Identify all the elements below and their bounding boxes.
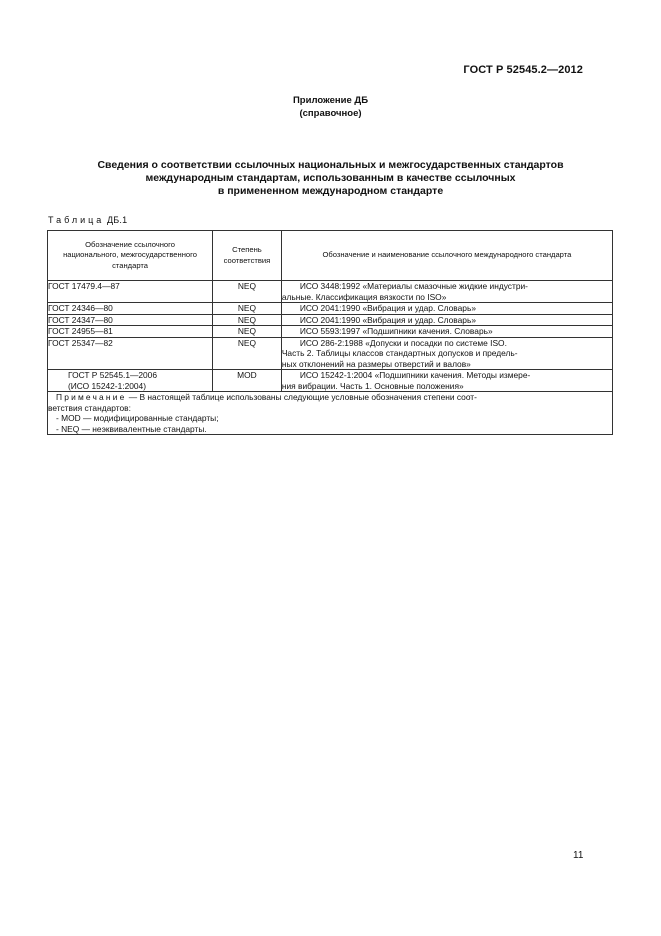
header-iso: Обозначение и наименование ссылочного международного стандарта (281, 231, 612, 281)
section-title (30, 159, 631, 198)
title-line-3: в примененном международном стандарте (217, 185, 444, 197)
table-caption-id: ДБ.1 (107, 215, 128, 225)
note-text-continued: ветствия стандартов: (48, 402, 131, 413)
iso-line: ных отклонений на размеры отверстий и валов» (281, 358, 471, 369)
iso-line: ИСО 286-2:1988 «Допуски и посадки по системе ISO. (299, 337, 507, 348)
gost-designation-secondary: (ИСО 15242-1:2004) (68, 380, 146, 391)
gost-designation: ГОСТ 24346—80 (48, 303, 113, 313)
cell-gost (48, 281, 213, 303)
cell-iso (281, 314, 612, 326)
header-gost-line-1: Обозначение ссылочного (85, 239, 175, 249)
cell-iso (281, 326, 612, 338)
header-degree-line-2: соответствия (223, 255, 271, 265)
table-caption (48, 215, 127, 225)
appendix-subtitle: (справочное) (299, 108, 362, 119)
cell-degree: MOD (213, 370, 282, 392)
iso-line: ИСО 3448:1992 «Материалы смазочные жидкие индустри- (299, 281, 528, 291)
table-row (48, 303, 613, 315)
iso-line: ИСО 2041:1990 «Вибрация и удар. Словарь» (299, 314, 476, 325)
note-label: Примечание (56, 392, 127, 402)
appendix-title: Приложение ДБ (292, 95, 369, 106)
iso-line: ния вибрации. Часть 1. Основные положения» (281, 380, 464, 391)
cell-gost (48, 337, 213, 370)
document-code: ГОСТ Р 52545.2—2012 (463, 64, 583, 76)
iso-line: ИСО 2041:1990 «Вибрация и удар. Словарь» (299, 303, 476, 313)
cell-degree: NEQ (213, 281, 282, 303)
iso-line: Часть 2. Таблицы классов стандартных допусков и предель- (281, 348, 518, 358)
page-number: 11 (573, 850, 584, 861)
header-degree (213, 231, 282, 281)
header-gost (48, 231, 213, 281)
table-header-row (48, 231, 613, 281)
table-caption-prefix: Таблица (48, 215, 105, 225)
gost-designation: ГОСТ Р 52545.1—2006 (68, 370, 157, 380)
cell-degree: NEQ (213, 303, 282, 315)
cell-iso (281, 281, 612, 303)
cell-gost (48, 314, 213, 326)
iso-line: ИСО 5593:1997 «Подшипники качения. Словарь» (299, 326, 493, 336)
iso-line: альные. Классификация вязкости по ISO» (281, 291, 447, 302)
table-note-row (48, 392, 613, 435)
table-row (48, 314, 613, 326)
iso-line: ИСО 15242-1:2004 «Подшипники качения. Методы измере- (299, 370, 531, 380)
cell-degree: NEQ (213, 326, 282, 338)
title-line-2: международным стандартам, использованным в качестве ссылочных (145, 172, 516, 184)
gost-designation: ГОСТ 17479.4—87 (48, 281, 120, 291)
note-item-mod: - MOD — модифицированные стандарты; (56, 413, 219, 423)
header-gost-line-2: национального, межгосударственного (63, 250, 197, 260)
table-row (48, 337, 613, 370)
table-row (48, 281, 613, 303)
note-text: — В настоящей таблице использованы следующие условные обозначения степени соот- (126, 392, 477, 402)
title-line-1: Сведения о соответствии ссылочных национальных и межгосударственных стандартов (97, 159, 564, 171)
gost-designation: ГОСТ 24955—81 (48, 326, 113, 336)
table-row (48, 370, 613, 392)
cell-iso (281, 370, 612, 392)
cell-gost (48, 303, 213, 315)
cell-degree: NEQ (213, 337, 282, 370)
header-degree-line-1: Степень (232, 245, 262, 254)
gost-designation: ГОСТ 24347—80 (48, 314, 113, 325)
cell-gost (48, 370, 213, 392)
header-gost-line-3: стандарта (112, 260, 148, 270)
gost-designation: ГОСТ 25347—82 (48, 337, 113, 348)
table-note (48, 392, 613, 435)
cell-iso (281, 337, 612, 370)
note-item-neq: - NEQ — неэквивалентные стандарты. (56, 423, 207, 434)
appendix-heading (0, 94, 661, 120)
table-row (48, 326, 613, 338)
cell-degree: NEQ (213, 314, 282, 326)
cell-iso (281, 303, 612, 315)
correspondence-table (47, 230, 613, 435)
cell-gost (48, 326, 213, 338)
